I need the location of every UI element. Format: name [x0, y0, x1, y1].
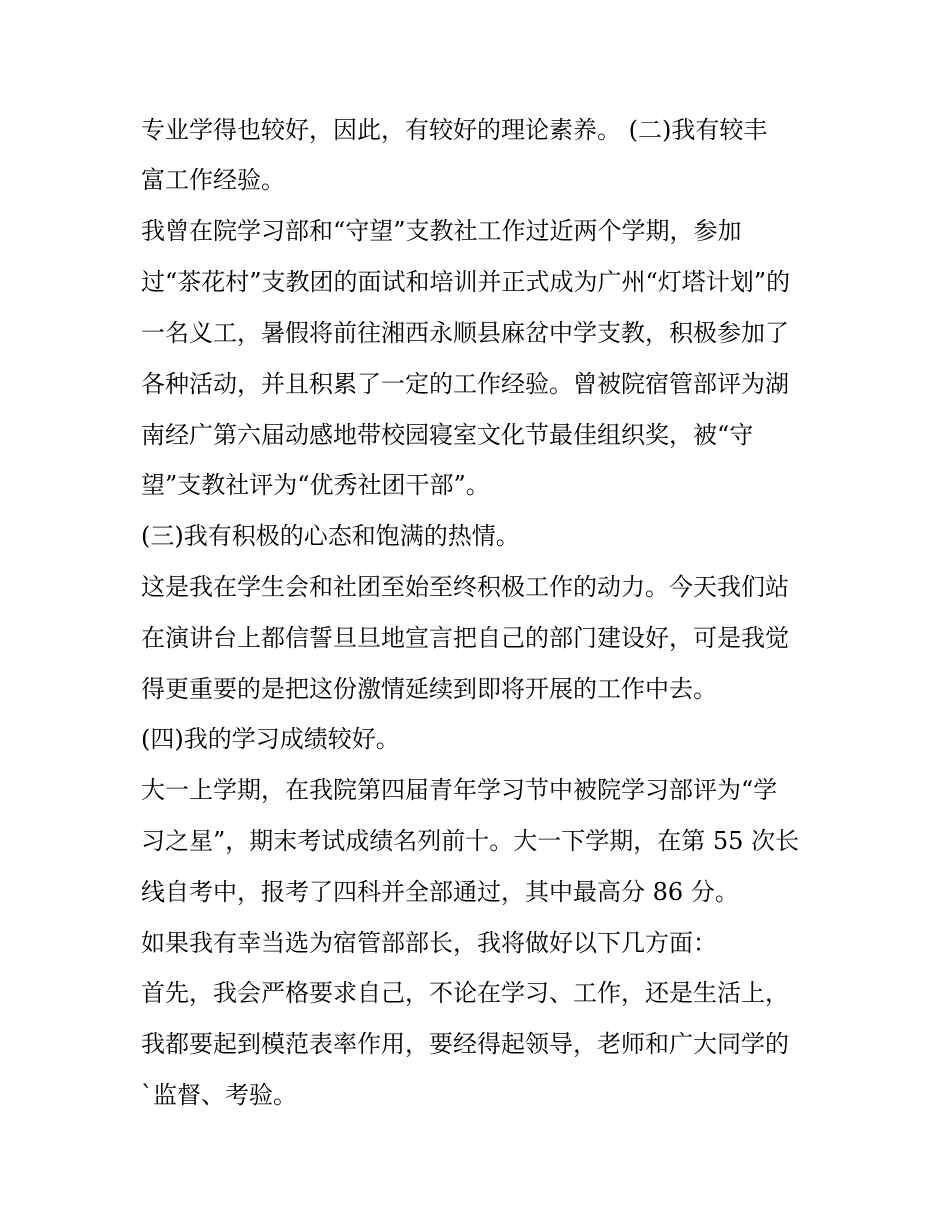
text-line-7: 南经广第六届动感地带校园寝室文化节最佳组织奖，被“守	[141, 421, 754, 449]
text-line-17: 如果我有幸当选为宿管部部长，我将做好以下几方面：	[141, 929, 717, 957]
text-line-8: 望”支教社评为“优秀社团干部”。	[141, 471, 490, 499]
text-line-20: `监督、考验。	[141, 1081, 297, 1109]
text-line-12: 得更重要的是把这份激情延续到即将开展的工作中去。	[141, 675, 717, 703]
text-line-5: 一名义工，暑假将前往湘西永顺县麻岔中学支教，积极参加了	[141, 319, 789, 347]
text-line-11: 在演讲台上都信誓旦旦地宣言把自己的部门建设好，可是我觉	[141, 624, 789, 652]
text-line-13: (四)我的学习成绩较好。	[141, 725, 400, 753]
text-line-1: 专业学得也较好，因此，有较好的理论素养。 (二)我有较丰	[141, 116, 768, 144]
text-line-2: 富工作经验。	[141, 166, 285, 194]
text-line-9: (三)我有积极的心态和饱满的热情。	[141, 522, 520, 550]
text-line-15: 习之星”，期末考试成绩名列前十。大一下学期，在第 55 次长	[141, 827, 800, 855]
text-line-3: 我曾在院学习部和“守望”支教社工作过近两个学期，参加	[141, 217, 742, 245]
text-line-10: 这是我在学生会和社团至始至终积极工作的动力。今天我们站	[141, 573, 789, 601]
text-line-19: 我都要起到模范表率作用，要经得起领导，老师和广大同学的	[141, 1030, 789, 1058]
text-line-16: 线自考中，报考了四科并全部通过，其中最高分 86 分。	[141, 878, 739, 906]
text-line-4: 过“茶花村”支教团的面试和培训并正式成为广州“灯塔计划”的	[141, 268, 791, 296]
text-line-14: 大一上学期，在我院第四届青年学习节中被院学习部评为“学	[141, 776, 778, 804]
text-line-18: 首先，我会严格要求自己，不论在学习、工作，还是生活上，	[141, 979, 789, 1007]
text-line-6: 各种活动，并且积累了一定的工作经验。曾被院宿管部评为湖	[141, 370, 789, 398]
